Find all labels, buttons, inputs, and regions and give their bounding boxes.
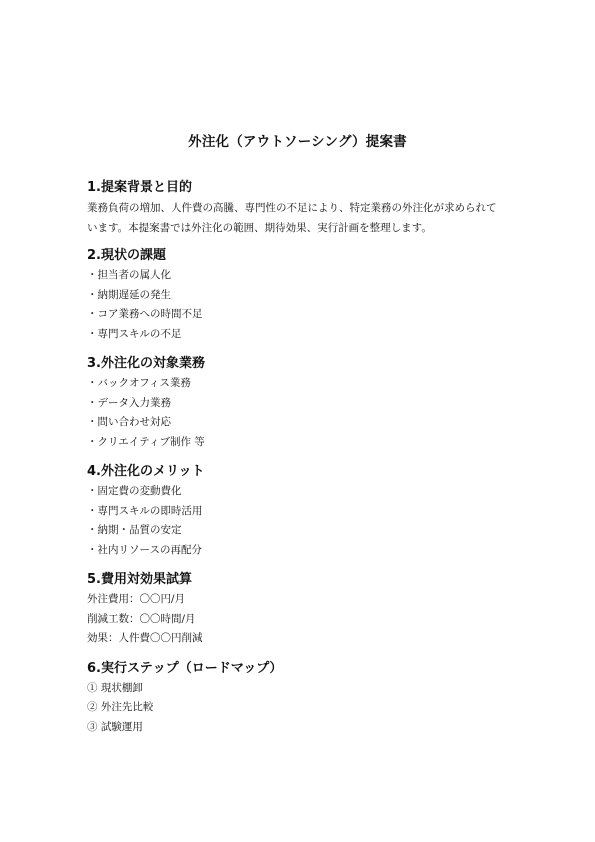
cost-list	[87, 590, 517, 649]
section-title: 現状の課題	[100, 248, 166, 263]
section-background	[87, 178, 517, 238]
list-item: ① 現状棚卸	[87, 681, 143, 694]
section-current-issues	[87, 246, 517, 344]
section-number: 6.	[87, 660, 101, 676]
list-item: ③ 試験運用	[87, 720, 143, 733]
list-item: ・データ入力業務	[87, 396, 171, 409]
section-roadmap	[87, 659, 517, 738]
list-item: 削減工数：〇〇時間/月	[87, 612, 196, 625]
document-body	[87, 178, 517, 737]
list-item: ② 外注先比較	[87, 701, 154, 713]
list-item: ・クリエイティブ制作 等	[87, 435, 205, 448]
section-title: 実行ステップ（ロードマップ）	[100, 660, 283, 676]
section-title: 外注化の対象業務	[100, 356, 205, 371]
task-list	[87, 374, 517, 452]
section-target-tasks	[87, 354, 517, 452]
list-item: ・専門スキルの即時活用	[87, 504, 203, 517]
list-item: ・担当者の属人化	[87, 269, 171, 281]
section-heading	[87, 246, 517, 266]
section-merits	[87, 462, 517, 560]
merit-list	[87, 482, 517, 560]
list-item: ・納期・品質の安定	[87, 524, 182, 536]
list-item: ・専門スキルの不足	[87, 327, 182, 340]
section-heading	[87, 354, 517, 374]
list-item: ・バックオフィス業務	[87, 377, 191, 389]
section-title: 外注化のメリット	[100, 464, 205, 479]
paragraph-line: います。本提案書では外注化の範囲、期待効果、実行計画を整理します。	[87, 222, 432, 234]
section-heading	[87, 462, 517, 482]
section-number: 3.	[87, 356, 101, 371]
section-number: 2.	[87, 248, 101, 263]
section-number: 5.	[87, 572, 101, 587]
issue-list	[87, 266, 517, 344]
section-title: 費用対効果試算	[100, 572, 192, 587]
list-item: ・固定費の変動費化	[87, 485, 182, 497]
section-heading	[87, 178, 517, 198]
section-cost-effectiveness	[87, 570, 517, 649]
list-item: 外注費用：〇〇円/月	[87, 593, 186, 605]
section-number: 4.	[87, 464, 101, 479]
list-item: 効果：人件費〇〇円削減	[87, 632, 203, 644]
document-title: 外注化（アウトソーシング）提案書	[188, 134, 407, 150]
section-number: 1.	[87, 180, 101, 195]
paragraph-line: 業務負荷の増加、人件費の高騰、専門性の不足により、特定業務の外注化が求められて	[87, 202, 497, 214]
section-heading	[87, 570, 517, 590]
roadmap-list	[87, 679, 517, 738]
section-heading	[87, 659, 517, 679]
list-item: ・社内リソースの再配分	[87, 543, 202, 556]
list-item: ・納期遅延の発生	[87, 288, 171, 301]
section-title: 提案背景と目的	[100, 180, 192, 195]
list-item: ・コア業務への時間不足	[87, 308, 203, 320]
list-item: ・問い合わせ対応	[87, 416, 171, 428]
